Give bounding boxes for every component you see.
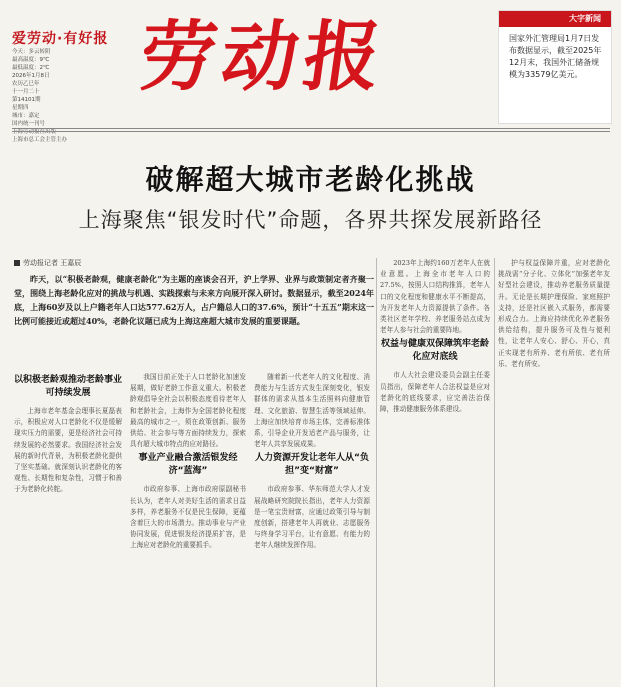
subheadline: 上海聚焦“银发时代”命题，各界共探发展新路径 [78,208,543,232]
column-5 [498,258,610,684]
meta-line: 最低温度：2℃ [12,65,50,71]
column-text: 市政府参事、上海市政府原副秘书长认为，老年人对美好生活的需求日益多样，养老服务不仅是民生保障，更蕴含着巨大的市场潜力。推动事业与产业协同发展，促进银发经济提质扩容，是上海应对老龄化的重要抓手。 [130,485,246,550]
column-2 [130,372,246,684]
column-divider [494,258,495,687]
byline [14,258,81,268]
news-box [498,10,612,124]
news-box-title: 大字新闻 [499,11,611,27]
masthead [0,0,621,143]
section-heading: 事业产业融合激活银发经济“蓝海” [138,453,238,477]
section-heading: 权益与健康双保障筑牢老龄化应对底线 [380,339,489,363]
section-heading: 人力资源开发让老年人从“负担”变“财富” [255,453,369,477]
column-3 [254,372,370,684]
meta-line: 2026年1月8日 [12,73,50,79]
column-1 [14,372,122,684]
meta-line: 农历乙巳年 [12,81,40,87]
divider [12,131,610,132]
news-box-text: 国家外汇管理局1月7日发布数据显示，截至2025年12月末，我国外汇储备规模为33579亿美元。 [509,34,602,79]
meta-line: 十一月二十 [12,89,40,95]
meta-line: 上海劳动报社出版 [12,129,57,135]
meta-line: 第14101期 [12,97,41,103]
meta-line: 今天：多云转阴 [12,49,51,55]
column-text: 我国目前正处于人口老龄化加速发展期，做好老龄工作意义重大。积极老龄观倡导全社会以积极态度看待老年人和老龄社会，上海作为全国老龄化程度最高的城市之一，须在政策创新、服务供给、社会参与等方面持续发力，探索具有超大城市特点的应对路径。 [130,373,246,449]
byline-marker-icon [14,260,20,266]
meta-line: 星期四 [12,105,29,111]
column-4 [380,258,490,684]
column-text: 2023年上海约160万老年人在就业意愿。上海全市老年人口的27.5%，按照人口结构推算，老年人口的文化程度和健康水平不断提高，为开发老年人力资源提供了条件。各类社区老年学校、养老服务站点成为老年人参与社会的重要阵地。 [380,259,490,335]
masthead-meta [12,48,132,144]
column-text: 护与权益保障并重，应对老龄化挑战需“分子化、立体化”加强老年友好型社会建设，推动养老服务质量提升。无论是长期护理保险、家庭照护支持，还是社区嵌入式服务，都需要形成合力。上海应持续优化养老服务供给结构，提升服务可及性与便利性，让老年人安心、舒心、开心，真正实现老有所养、老有所依、老有所乐、老有所安。 [498,259,610,368]
lead-paragraph: 昨天，以“积极老龄观，健康老龄化”为主题的座谈会召开，沪上学界、业界与政策制定者齐聚一堂，围绕上海老龄化应对的挑战与机遇、实践探索与未来方向展开深入研讨。数据显示，截至2024年底，上海60岁及以上户籍老年人口达577.62万人，占户籍总人口的37.6%，预计“十五五”期末这一比例可能接近或超过40%，老龄化议题已成为上海这座超大城市发展的重要课题。 [14,274,374,326]
meta-line: 国内统一刊号 [12,121,46,127]
byline-text: 劳动报记者 王嘉辰 [23,259,82,267]
meta-line: 最高温度：9℃ [12,57,50,63]
slogan: 爱劳动·有好报 [12,31,109,47]
meta-line: 上海市总工会主管主办 [12,137,68,143]
section-heading: 以积极老龄观推动老龄事业可持续发展 [14,375,122,398]
column-text: 市人大社会建设委员会副主任委员指出，保障老年人合法权益是应对老龄化的底线要求，应完善法治保障，推动健康服务体系建设。 [380,371,490,414]
headline: 破解超大城市老龄化挑战 [145,163,476,196]
divider [12,128,610,129]
meta-line: 城市：嘉定 [12,113,40,119]
column-text: 随着新一代老年人的文化程度、消费能力与生活方式发生深刻变化，银发群体的需求从基本生活照料向健康管理、文化旅游、智慧生活等领域延伸。上海应加快培育市场主体，完善标准体系，引导企业开发适老产品与服务，让老年人共享发展成果。 [254,373,370,449]
newspaper-logo: 劳动报 [133,12,393,101]
column-divider [376,258,377,687]
column-text: 上海市老年基金会理事长夏磊表示，积极应对人口老龄化不仅是缓解现实压力的需要，更是经济社会可持续发展的必然要求。我国经济社会发展的新时代背景，为积极老龄化提供了坚实基础。就深刻认识老龄化的客观性、长期性和复杂性，习惯于和善于为老龄化转舵。 [14,407,122,494]
column-text: 市政府参事、华东师范大学人才发展战略研究院院长指出，老年人力资源是一笔宝贵财富，应通过政策引导与制度创新，搭建老年人再就业、志愿服务与终身学习平台，让有意愿、有能力的老年人继续发挥作用。 [254,485,370,550]
